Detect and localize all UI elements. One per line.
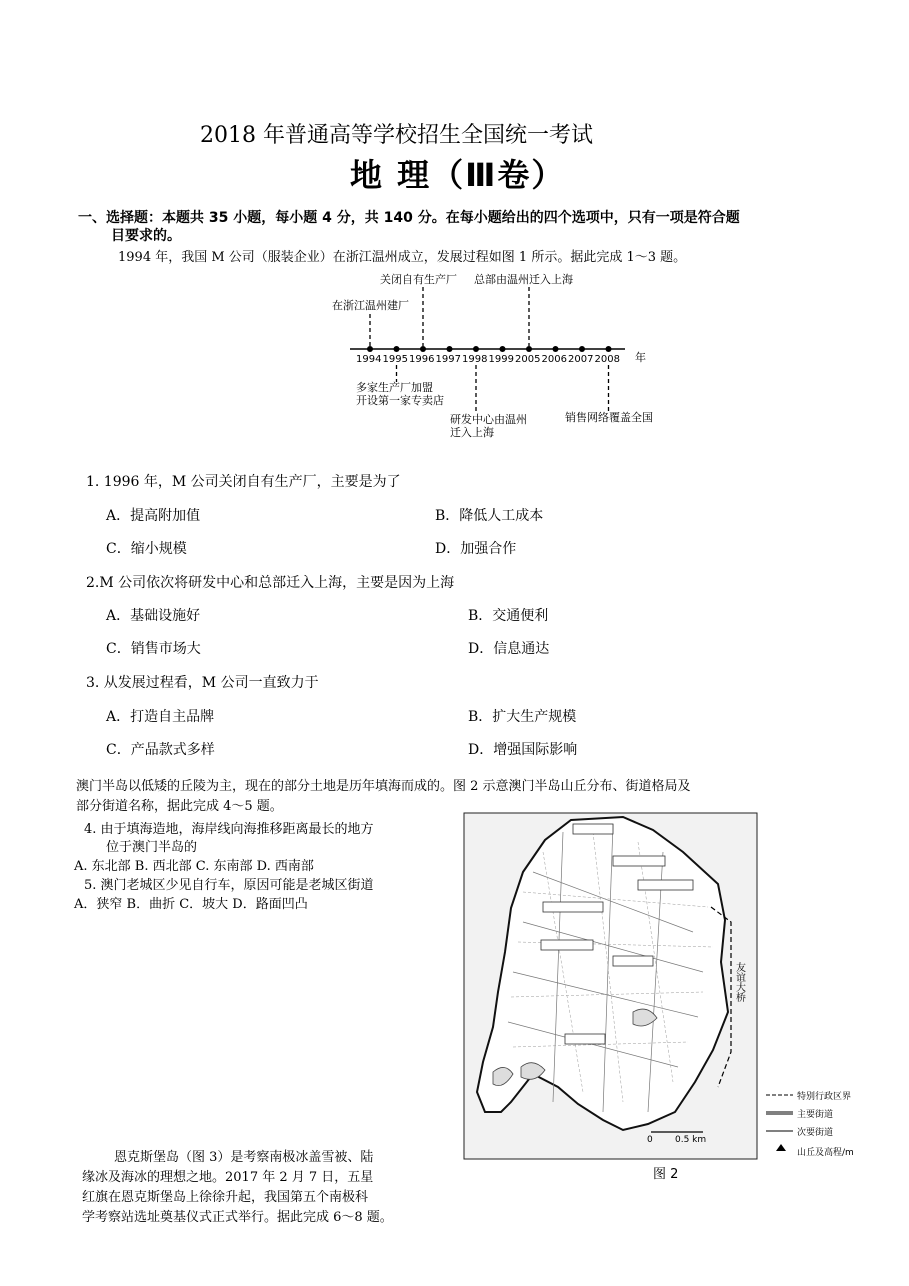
timeline-figure	[325, 268, 665, 443]
question-5-line1: 5. 澳门老城区少见自行车，原因可能是老城区街道	[84, 878, 374, 893]
question-1-option-b: B．降低人工成本	[435, 508, 544, 524]
timeline-dot-2008	[606, 346, 612, 352]
timeline-dot-1997	[447, 346, 453, 352]
street-label-1	[573, 824, 613, 834]
timeline-year-2005: 2005	[515, 354, 541, 365]
legend-boundary: 特别行政区界	[797, 1092, 852, 1102]
question-1-stem: 1. 1996 年，M 公司关闭自有生产厂，主要是为了	[86, 474, 401, 490]
timeline-year-1996: 1996	[409, 354, 435, 365]
question-1-option-d: D．加强合作	[435, 541, 517, 557]
macau-map-figure	[463, 812, 883, 1187]
timeline-event-2008: 销售网络覆盖全国	[565, 411, 653, 424]
timeline-dot-1998	[473, 346, 479, 352]
street-label-4	[543, 902, 603, 912]
question-2-option-b: B．交通便利	[468, 608, 549, 624]
legend-hill: 山丘及高程/m	[797, 1148, 854, 1158]
question-4-line1: 4. 由于填海造地，海岸线向海推移距离最长的地方	[84, 822, 374, 837]
legend-hill-symbol	[776, 1144, 786, 1151]
street-label-7	[565, 1034, 605, 1044]
timeline-year-1999: 1999	[488, 354, 514, 365]
timeline-event-2005: 总部由温州迁入上海	[474, 273, 573, 286]
question-2-option-a: A．基础设施好	[106, 608, 201, 624]
passage3-line4: 学考察站选址奠基仪式正式举行。据此完成 6～8 题。	[82, 1210, 393, 1225]
question-1-option-a: A．提高附加值	[106, 508, 201, 524]
timeline-year-1995: 1995	[382, 354, 408, 365]
section-heading-line2: 目要求的。	[111, 228, 181, 244]
question-3-option-a: A．打造自主品牌	[106, 709, 215, 725]
section-heading-line1: 一、选择题：本题共 35 小题，每小题 4 分，共 140 分。在每小题给出的四个选项中，只有一项是符合题	[78, 210, 740, 226]
timeline-year-2008: 2008	[594, 354, 620, 365]
timeline-year-1998: 1998	[462, 354, 488, 365]
scale-zero: 0	[647, 1135, 653, 1145]
figure-2-caption: 图 2	[653, 1167, 679, 1182]
timeline-dot-2005	[526, 346, 532, 352]
timeline-event-1995-line1: 多家生产厂加盟	[356, 381, 433, 394]
timeline-dot-1999	[500, 346, 506, 352]
street-label-6	[613, 956, 653, 966]
timeline-dot-1994	[367, 346, 373, 352]
passage2-line2: 部分街道名称，据此完成 4～5 题。	[76, 799, 283, 814]
question-2-stem: 2.M 公司依次将研发中心和总部迁入上海，主要是因为上海	[86, 575, 455, 591]
timeline-year-1994: 1994	[356, 354, 382, 365]
passage3-line1: 恩克斯堡岛（图 3）是考察南极冰盖雪被、陆	[114, 1150, 374, 1165]
passage1-text: 1994 年，我国 M 公司（服装企业）在浙江温州成立，发展过程如图 1 所示。据此完成 1～3 题。	[118, 250, 687, 265]
timeline-year-2007: 2007	[568, 354, 594, 365]
exam-title: 2018 年普通高等学校招生全国统一考试	[200, 123, 593, 148]
street-label-2	[613, 856, 665, 866]
timeline-event-1998-line2: 迁入上海	[450, 426, 494, 439]
street-label-3	[638, 880, 693, 890]
question-4-line2: 位于澳门半岛的	[106, 840, 198, 855]
question-3-option-b: B．扩大生产规模	[468, 709, 577, 725]
timeline-year-1997: 1997	[435, 354, 461, 365]
subject-title: 地 理（Ⅲ卷）	[350, 156, 566, 194]
question-5-options: A．狭窄 B．曲折 C．坡大 D．路面凹凸	[74, 897, 308, 912]
passage3-line3: 红旗在恩克斯堡岛上徐徐升起，我国第五个南极科	[82, 1190, 369, 1205]
question-3-option-d: D．增强国际影响	[468, 742, 578, 758]
question-3-option-c: C．产品款式多样	[106, 742, 215, 758]
question-2-option-d: D．信息通达	[468, 641, 550, 657]
timeline-event-1994: 在浙江温州建厂	[332, 299, 409, 312]
timeline-dot-1996	[420, 346, 426, 352]
passage3-line2: 缘冰及海冰的理想之地。2017 年 2 月 7 日，五星	[82, 1170, 374, 1185]
timeline-event-1995-line2: 开设第一家专卖店	[356, 394, 444, 407]
timeline-unit: 年	[635, 351, 646, 364]
timeline-dot-2007	[579, 346, 585, 352]
legend-minor-street: 次要街道	[797, 1128, 834, 1138]
question-1-option-c: C．缩小规模	[106, 541, 187, 557]
street-label-5	[541, 940, 593, 950]
section-heading	[78, 209, 740, 245]
timeline-year-2006: 2006	[541, 354, 567, 365]
timeline-dot-1995	[394, 346, 400, 352]
question-2-option-c: C．销售市场大	[106, 641, 201, 657]
side-street-label: 友谊大桥	[733, 962, 745, 1002]
scale-label: 0.5 km	[675, 1135, 707, 1145]
timeline-event-1998-line1: 研发中心由温州	[450, 413, 527, 426]
question-4-options: A. 东北部 B. 西北部 C. 东南部 D. 西南部	[74, 859, 314, 874]
passage2-line1: 澳门半岛以低矮的丘陵为主，现在的部分土地是历年填海而成的。图 2 示意澳门半岛山丘分布、街道格局及	[76, 779, 691, 794]
timeline-event-1996: 关闭自有生产厂	[380, 273, 457, 286]
legend-main-street: 主要街道	[797, 1110, 834, 1120]
question-3-stem: 3. 从发展过程看，M 公司一直致力于	[86, 675, 319, 691]
timeline-dot-2006	[553, 346, 559, 352]
